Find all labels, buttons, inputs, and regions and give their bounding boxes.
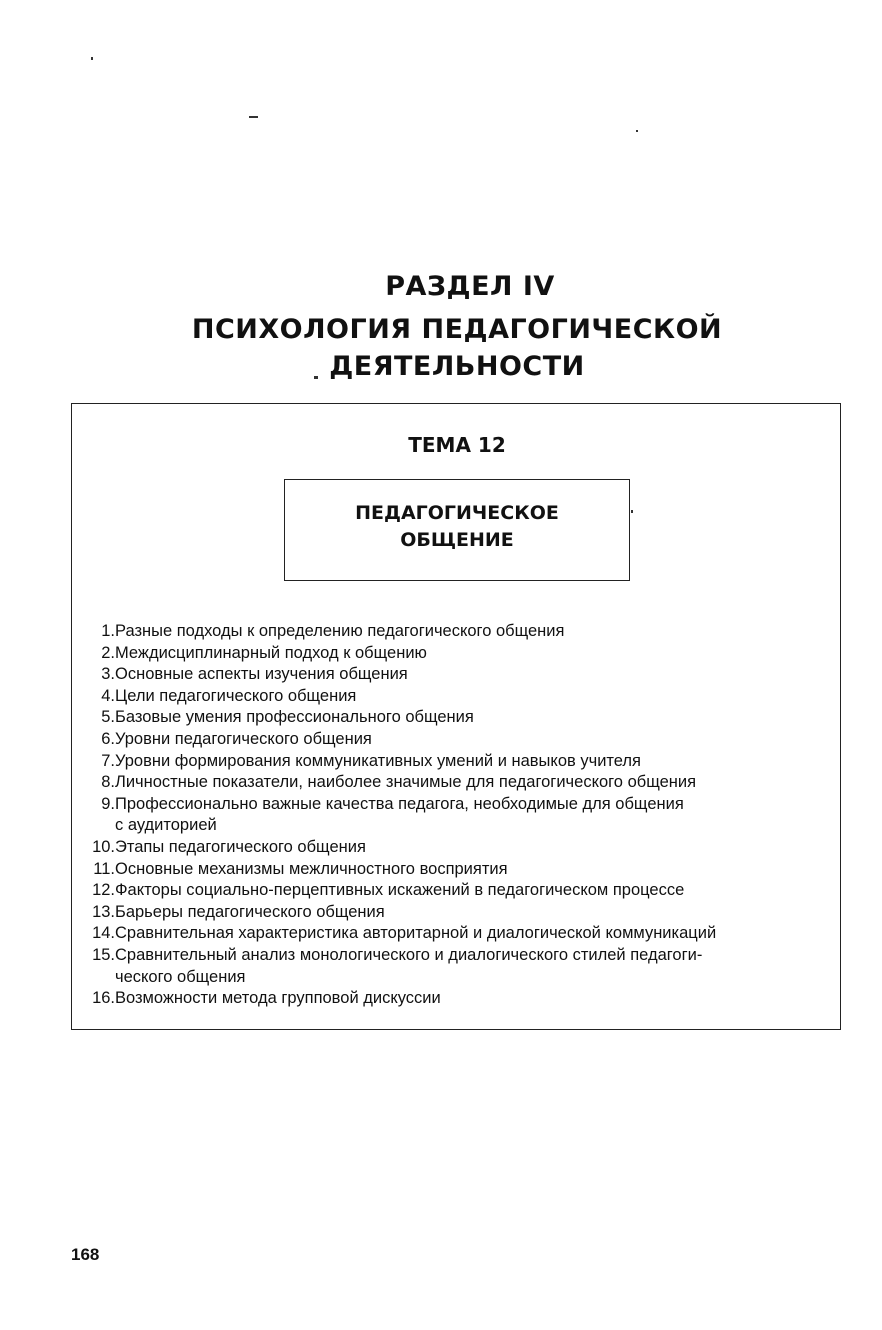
topic-title-line-2: ОБЩЕНИЕ bbox=[400, 529, 514, 551]
contents-item-text: Основные аспекты изучения общения bbox=[115, 665, 408, 684]
contents-item-number: 6. bbox=[101, 729, 115, 748]
contents-item bbox=[85, 751, 835, 773]
contents-item bbox=[85, 988, 835, 1010]
contents-item-number: 15. bbox=[92, 945, 115, 964]
contents-item bbox=[85, 643, 835, 665]
contents-item-number: 3. bbox=[101, 665, 115, 684]
contents-item bbox=[85, 837, 835, 859]
contents-item bbox=[85, 686, 835, 708]
contents-item-number: 1. bbox=[101, 622, 115, 640]
section-title-line-2: ДЕЯТЕЛЬНОСТИ bbox=[329, 351, 585, 382]
contents-item-text: Уровни формирования коммуникативных умений и навыков учителя bbox=[115, 751, 641, 770]
contents-item-text: Базовые умения профессионального общения bbox=[115, 708, 474, 727]
contents-list bbox=[85, 621, 835, 1010]
contents-item-continuation: с аудиторией bbox=[115, 816, 217, 835]
contents-item bbox=[85, 859, 835, 881]
contents-item bbox=[85, 621, 835, 643]
contents-item-text: Этапы педагогического общения bbox=[115, 837, 366, 856]
contents-item-number: 2. bbox=[101, 643, 115, 662]
contents-item-number: 7. bbox=[101, 751, 115, 770]
contents-item-text: Междисциплинарный подход к общению bbox=[115, 643, 427, 662]
scan-speck bbox=[249, 116, 258, 118]
contents-item-text: Сравнительная характеристика авторитарной и диалогической коммуникаций bbox=[115, 924, 717, 943]
contents-item bbox=[85, 902, 835, 924]
contents-item bbox=[85, 880, 835, 902]
section-title-line-1: ПСИХОЛОГИЯ ПЕДАГОГИЧЕСКОЙ bbox=[191, 314, 723, 345]
contents-item-text: Профессионально важные качества педагога, необходимые для общения bbox=[115, 794, 684, 813]
contents-item-text: Уровни педагогического общения bbox=[115, 729, 372, 748]
topic-label: ТЕМА 12 bbox=[408, 433, 506, 457]
contents-item-number: 4. bbox=[101, 686, 115, 705]
contents-item-continuation: ческого общения bbox=[115, 967, 246, 986]
contents-item bbox=[85, 664, 835, 686]
contents-item bbox=[85, 923, 835, 945]
section-label: РАЗДЕЛ IV bbox=[385, 271, 555, 302]
contents-item-text: Барьеры педагогического общения bbox=[115, 902, 385, 921]
contents-item-text: Основные механизмы межличностного восприятия bbox=[115, 859, 508, 878]
contents-item-number: 12. bbox=[92, 881, 115, 900]
contents-item-number: 11. bbox=[93, 859, 115, 878]
contents-item-number: 8. bbox=[101, 773, 115, 792]
contents-item-number: 14. bbox=[92, 924, 115, 943]
contents-item-text: Цели педагогического общения bbox=[115, 686, 357, 705]
contents-item-text: Возможности метода групповой дискуссии bbox=[115, 989, 441, 1008]
contents-item-number: 13. bbox=[92, 902, 115, 921]
contents-item-number: 9. bbox=[101, 794, 115, 813]
scan-speck bbox=[91, 57, 93, 60]
contents-item-number: 16. bbox=[92, 989, 115, 1008]
contents-item-text: Факторы социально-перцептивных искажений в педагогическом процессе bbox=[115, 881, 685, 900]
contents-item bbox=[85, 729, 835, 751]
contents-item bbox=[85, 772, 835, 794]
page-number: 168 bbox=[71, 1245, 100, 1264]
contents-item-text: Сравнительный анализ монологического и диалогического стилей педагоги- bbox=[115, 945, 703, 964]
contents-item bbox=[85, 945, 835, 967]
contents-item-number: 10. bbox=[92, 837, 115, 856]
scan-speck bbox=[636, 130, 638, 132]
contents-item-text: Личностные показатели, наиболее значимые для педагогического общения bbox=[115, 773, 697, 792]
topic-title-line-1: ПЕДАГОГИЧЕСКОЕ bbox=[355, 502, 559, 524]
contents-item-number: 5. bbox=[101, 708, 115, 727]
contents-item-text: Разные подходы к определению педагогического общения bbox=[115, 622, 565, 640]
contents-item bbox=[85, 794, 835, 816]
contents-item bbox=[85, 707, 835, 729]
